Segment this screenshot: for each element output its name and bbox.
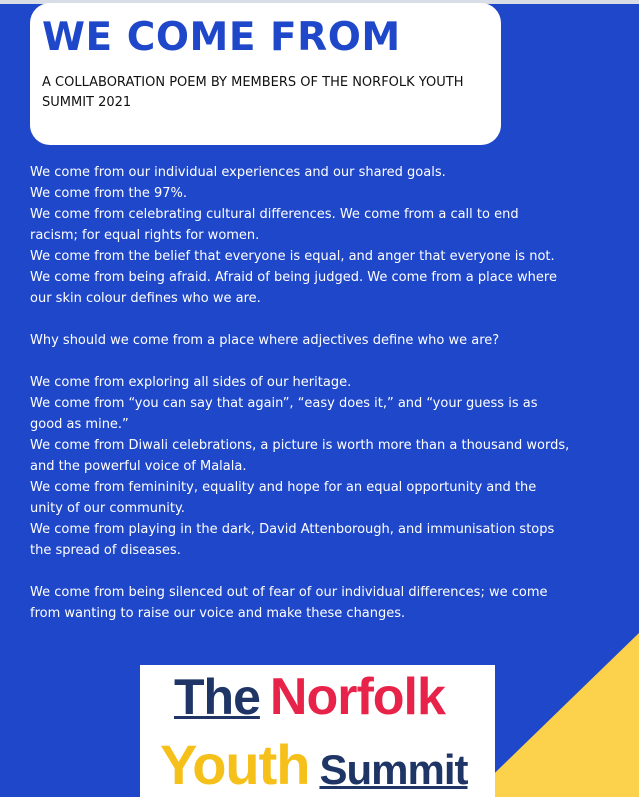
poem-line: We come from the 97%. (30, 186, 187, 201)
poem-line: We come from femininity, equality and hope for an equal opportunity and the unity of our community. (30, 480, 537, 516)
logo-word-norfolk: Norfolk (269, 668, 445, 726)
poem-line: We come from “you can say that again”, “easy does it,” and “your guess is as good as mine.” (30, 396, 538, 432)
poem-stanza-3 (30, 372, 570, 561)
poem-line: We come from being afraid. Afraid of being judged. We come from a place where our skin colour defines who we are. (30, 270, 557, 306)
logo-word-summit: Summit (319, 746, 468, 793)
poem-line: We come from playing in the dark, David Attenborough, and immunisation stops the spread of diseases. (30, 522, 555, 558)
poem-stanza-1 (30, 162, 570, 309)
logo-line-2 (160, 733, 468, 796)
logo-word-youth: Youth (160, 733, 310, 796)
page-title: WE COME FROM (42, 15, 401, 60)
poem-stanza-2 (30, 330, 570, 351)
logo-line-1 (174, 668, 445, 726)
page-subtitle: A COLLABORATION POEM BY MEMBERS OF THE NORFOLK YOUTH SUMMIT 2021 (42, 75, 464, 110)
poem-line: We come from the belief that everyone is equal, and anger that everyone is not. (30, 249, 555, 264)
poem-stanza-4 (30, 582, 570, 624)
poem-line: We come from our individual experiences and our shared goals. (30, 165, 446, 180)
poem-line: We come from Diwali celebrations, a picture is worth more than a thousand words, and the powerful voice of Malala. (30, 438, 570, 474)
poem-line: We come from exploring all sides of our heritage. (30, 375, 352, 390)
logo-word-the: The (174, 669, 260, 725)
norfolk-youth-summit-logo (140, 665, 495, 797)
header-card (30, 3, 501, 145)
poem-line: Why should we come from a place where adjectives define who we are? (30, 333, 500, 348)
poem-line: We come from celebrating cultural differences. We come from a call to end racism; for equal rights for women. (30, 207, 519, 243)
poem-line: We come from being silenced out of fear of our individual differences; we come from wanting to raise our voice and make these changes. (30, 585, 548, 621)
poem-body (30, 162, 570, 645)
